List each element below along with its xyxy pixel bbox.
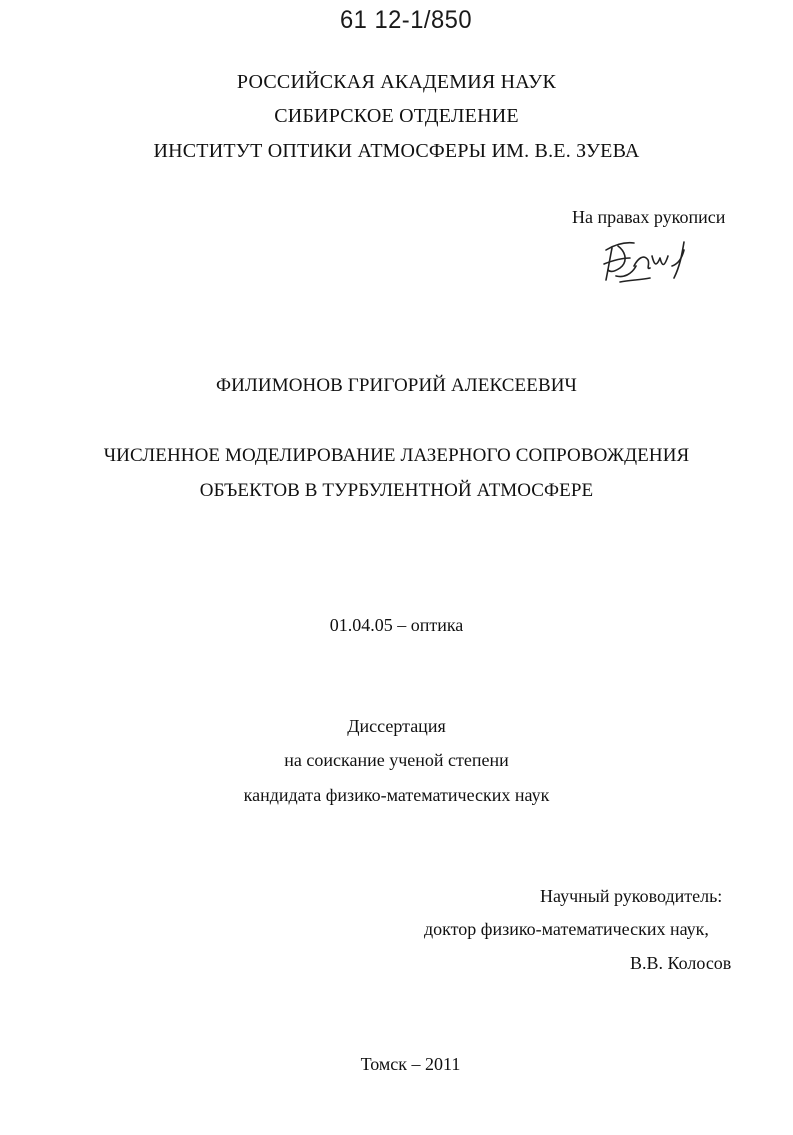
supervisor-name: В.В. Колосов: [630, 953, 732, 973]
supervisor-degree: доктор физико-математических наук,: [424, 919, 709, 939]
org-academy: РОССИЙСКАЯ АКАДЕМИЯ НАУК: [236, 71, 557, 93]
org-branch: СИБИРСКОЕ ОТДЕЛЕНИЕ: [274, 105, 519, 127]
manuscript-note: На правах рукописи: [572, 207, 726, 227]
archive-stamp: 61 12-1/850: [340, 6, 473, 34]
dissertation-title-line-2: ОБЪЕКТОВ В ТУРБУЛЕНТНОЙ АТМОСФЕРЕ: [199, 480, 594, 501]
specialty-code: 01.04.05 – оптика: [329, 615, 464, 635]
degree-line-1: Диссертация: [347, 716, 446, 736]
author-name: ФИЛИМОНОВ ГРИГОРИЙ АЛЕКСЕЕВИЧ: [215, 375, 578, 396]
dissertation-title-line-1: ЧИСЛЕННОЕ МОДЕЛИРОВАНИЕ ЛАЗЕРНОГО СОПРОВОЖДЕНИЯ: [103, 445, 690, 466]
degree-line-3: кандидата физико-математических наук: [243, 785, 550, 805]
org-institute: ИНСТИТУТ ОПТИКИ АТМОСФЕРЫ ИМ. В.Е. ЗУЕВА: [153, 140, 640, 162]
signature-image: [600, 236, 690, 288]
degree-line-2: на соискание ученой степени: [284, 750, 509, 770]
place-and-year: Томск – 2011: [360, 1054, 461, 1074]
supervisor-label: Научный руководитель:: [540, 886, 723, 906]
